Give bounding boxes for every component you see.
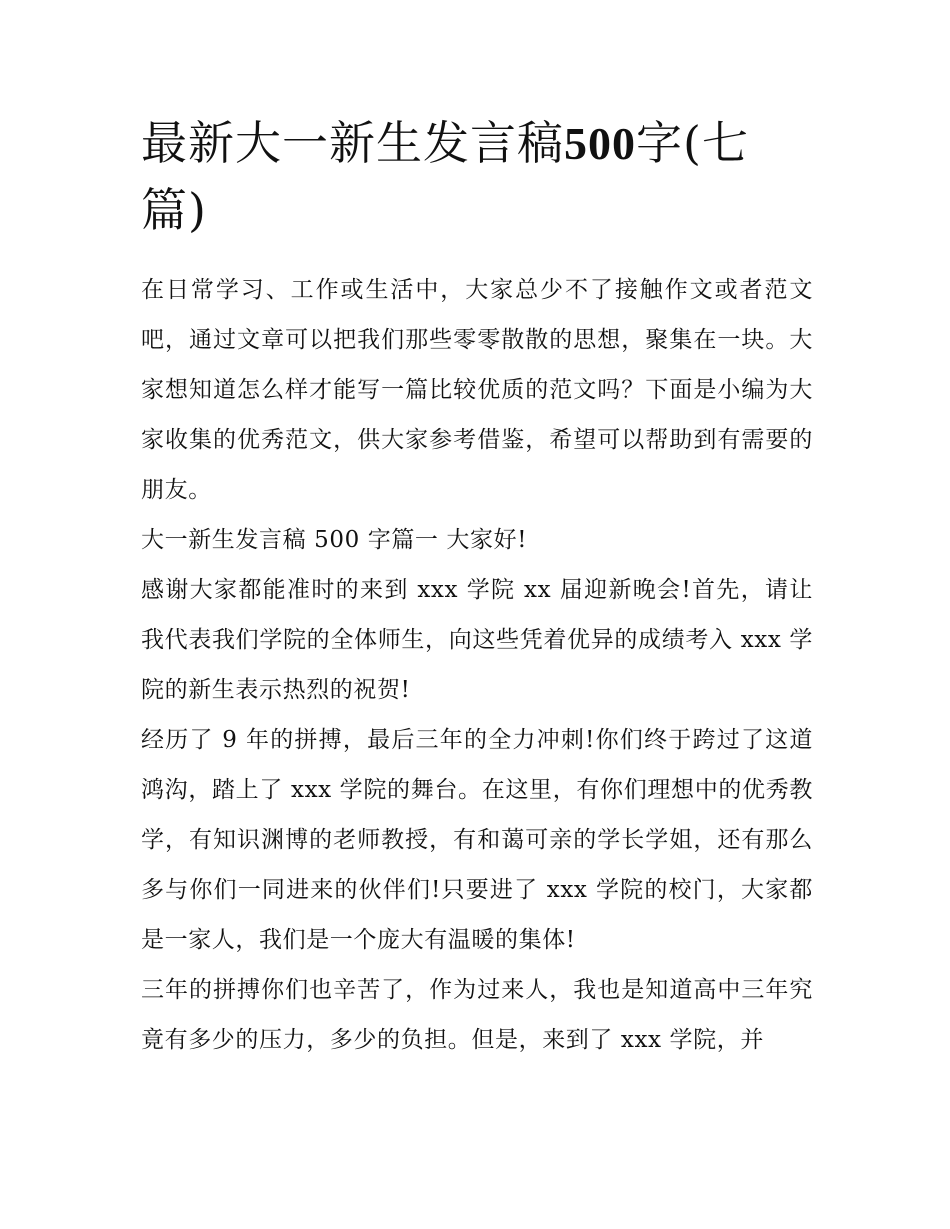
title-part-2: 500 xyxy=(564,118,636,169)
title-part-1: 最新大一新生发言稿 xyxy=(141,116,564,170)
body-paragraph: 感谢大家都能准时的来到 xxx 学院 xx 届迎新晚会!首先，请让我代表我们学院的全体师生，向这些凭着优异的成绩考入 xxx 学院的新生表示热烈的祝贺! xyxy=(141,577,813,703)
section-heading: 大一新生发言稿 500 字篇一 大家好! xyxy=(141,527,528,553)
intro-paragraph: 在日常学习、工作或生活中，大家总少不了接触作文或者范文吧，通过文章可以把我们那些零零散散的思想，聚集在一块。大家想知道怎么样才能写一篇比较优质的范文吗？下面是小编为大家收集的优秀范文，供大家参考借鉴，希望可以帮助到有需要的朋友。 xyxy=(141,277,813,503)
title-part-3: 字(七篇) xyxy=(141,116,749,237)
body-paragraph: 经历了 9 年的拼搏，最后三年的全力冲刺!你们终于跨过了这道鸿沟，踏上了 xxx 学院的舞台。在这里，有你们理想中的优秀教学，有知识渊博的老师教授，有和蔼可亲的学长学姐，还有那么多与你们一同进来的伙伴们!只要进了 xxx 学院的校门，大家都是一家人，我们是一个庞大有温暖的集体! xyxy=(141,727,813,953)
document-title xyxy=(141,110,813,243)
body-paragraph: 三年的拼搏你们也辛苦了，作为过来人，我也是知道高中三年究竟有多少的压力，多少的负担。但是，来到了 xxx 学院，并 xyxy=(141,977,813,1053)
document-body xyxy=(141,110,813,1065)
